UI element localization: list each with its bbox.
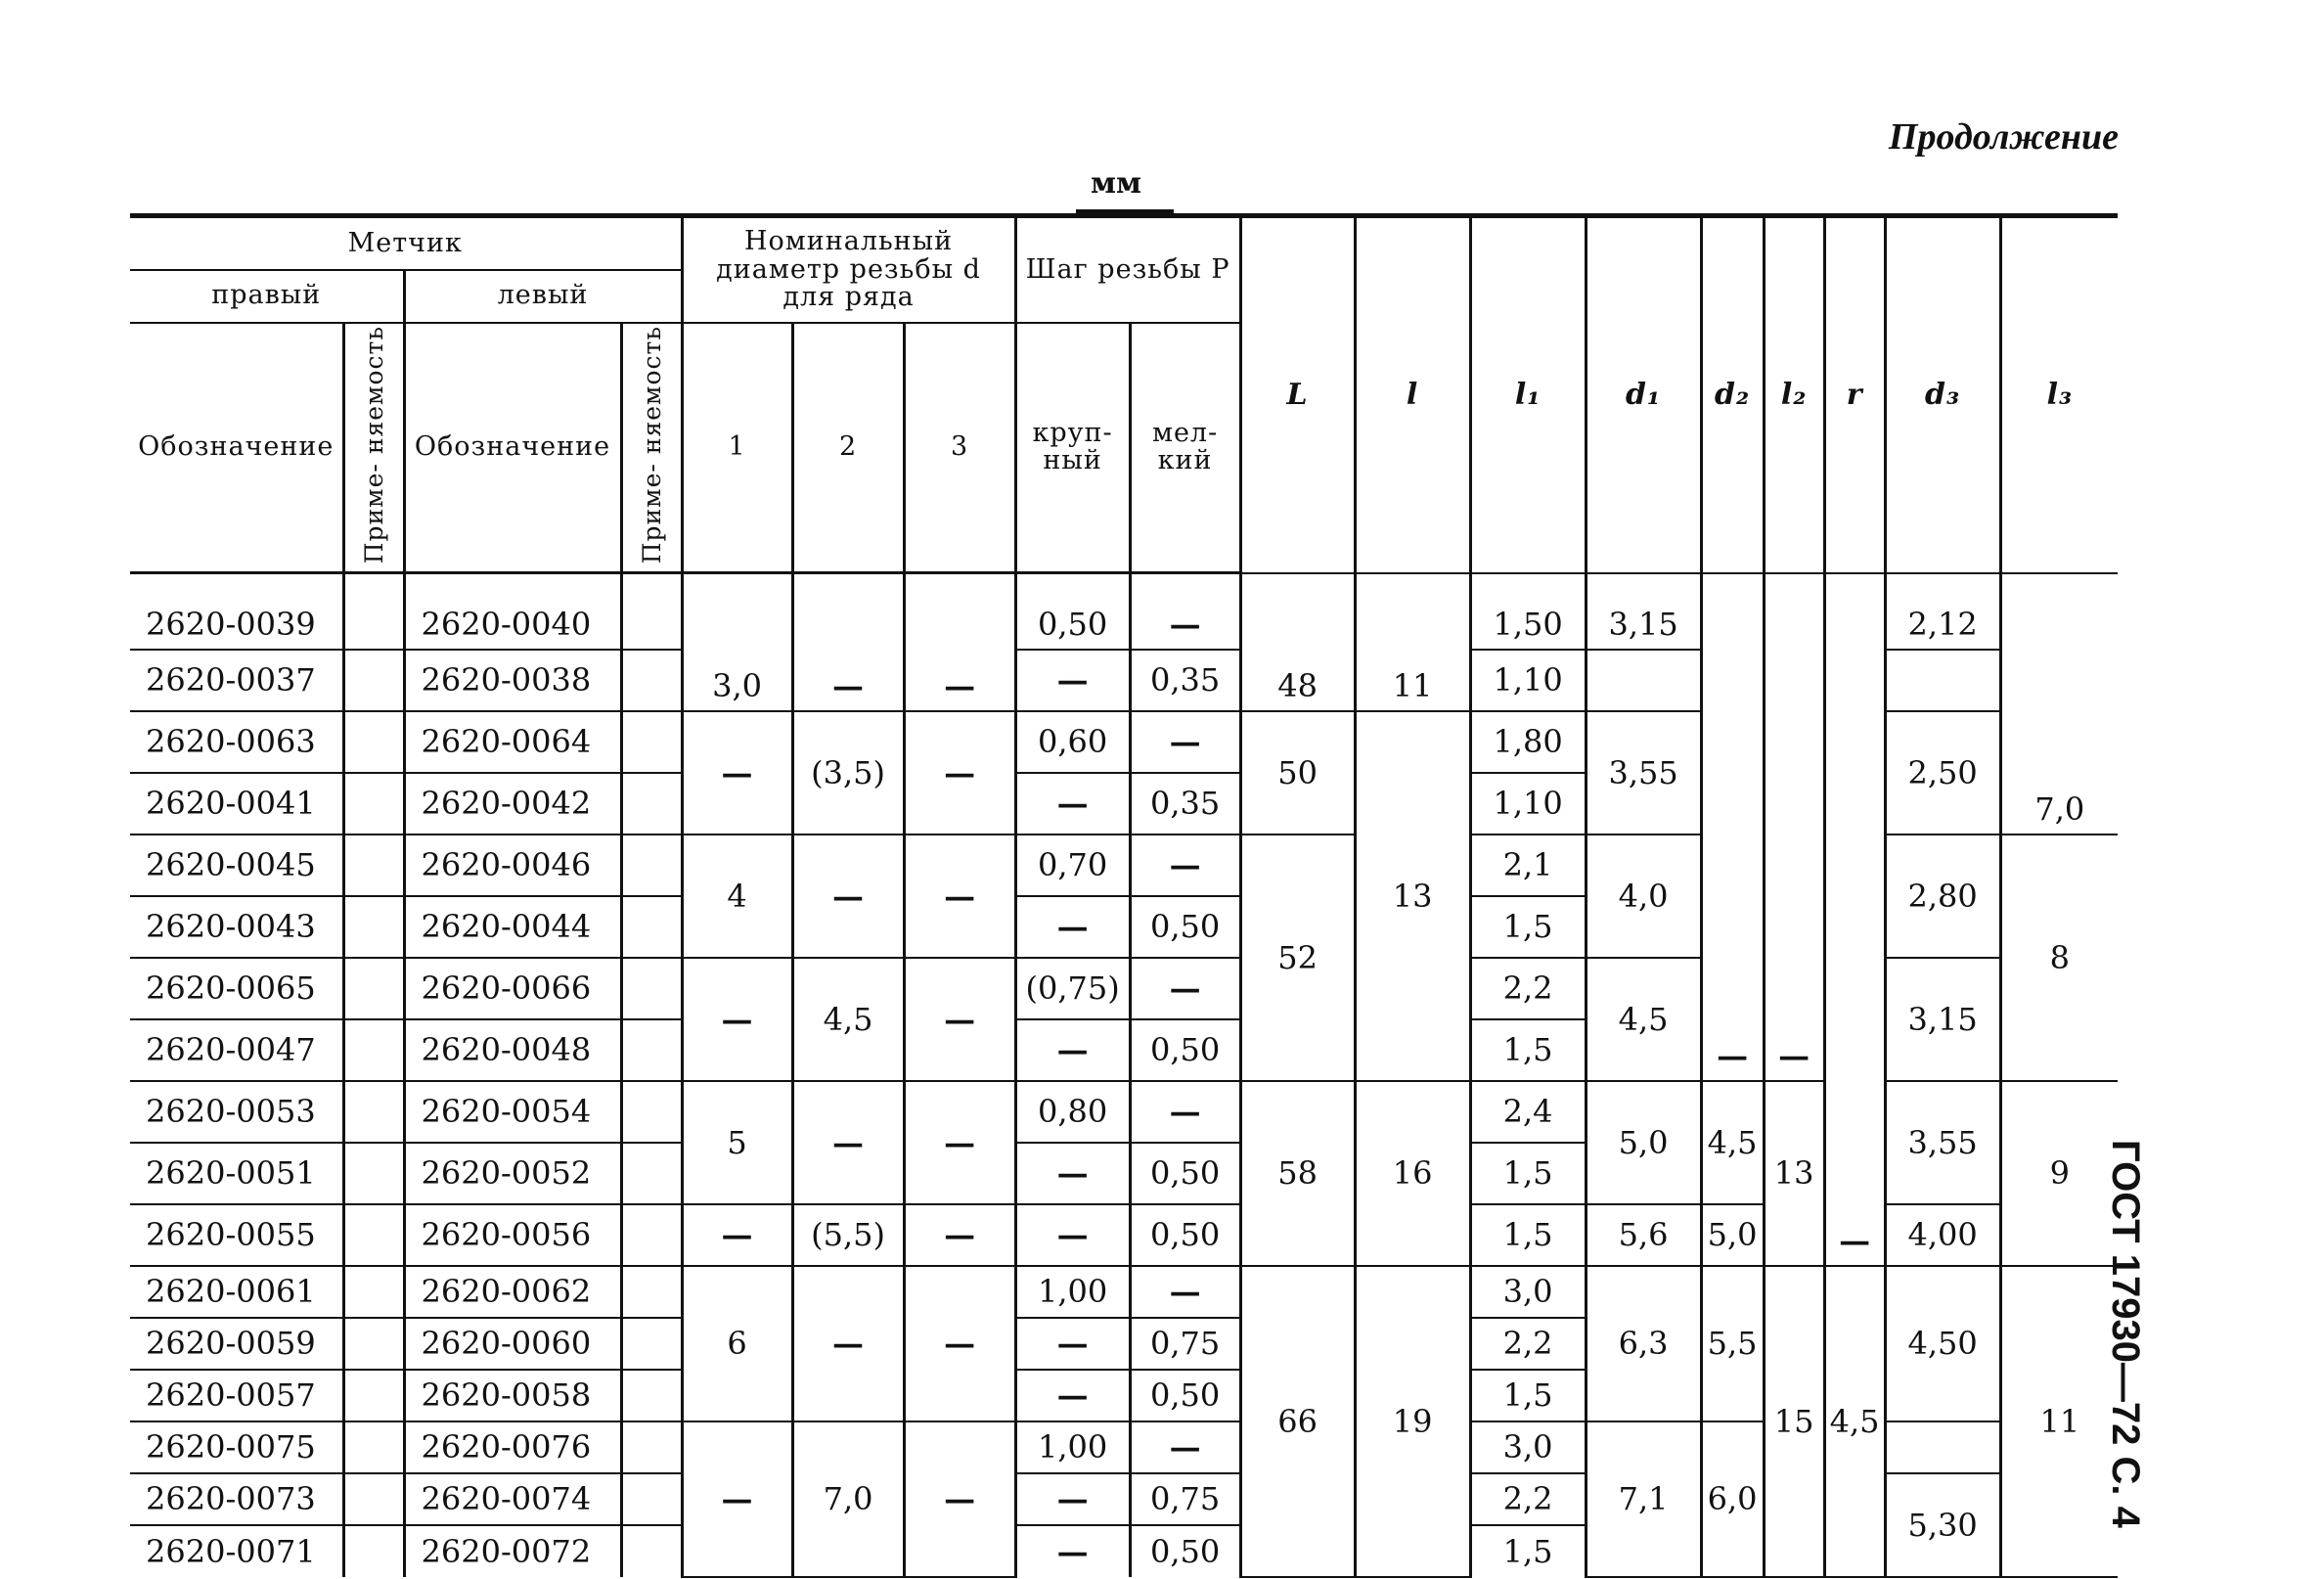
diameter-d1: 5,6 [1586,1204,1701,1266]
diameter-row2: (3,5) [792,711,904,835]
left-designation: 2620-0064 [404,711,621,773]
pitch-coarse: — [1015,1370,1130,1421]
right-designation: 2620-0045 [130,835,343,896]
length-l: 11 [1355,573,1470,711]
left-designation: 2620-0040 [404,573,621,650]
pitch-coarse: — [1015,1473,1130,1525]
diameter-d1: 4,0 [1586,835,1701,958]
diameter-d3: 3,15 [1885,958,2000,1081]
right-designation: 2620-0063 [130,711,343,773]
pitch-coarse: (0,75) [1015,958,1130,1019]
table-row [130,573,2118,650]
header-l3: l₃ [2000,216,2118,573]
length-L: 48 [1240,573,1355,711]
left-applicability [621,1143,682,1204]
length-L: 50 [1240,711,1355,835]
left-designation: 2620-0058 [404,1370,621,1421]
diameter-row3: — [904,1421,1015,1577]
length-l: 16 [1355,1081,1470,1266]
diameter-row1: 4 [682,835,792,958]
header-r: r [1824,216,1885,573]
radius-r: — [1824,573,1885,1266]
left-designation: 2620-0074 [404,1473,621,1525]
length-L: 66 [1240,1266,1355,1577]
length-l1: 1,10 [1470,773,1586,835]
radius-r: 4,5 [1824,1266,1885,1577]
table-row [130,1081,2118,1143]
right-designation: 2620-0075 [130,1421,343,1473]
pitch-coarse: 0,70 [1015,835,1130,896]
diameter-row3: — [904,573,1015,711]
length-l: 13 [1355,711,1470,1081]
diameter-d3 [1885,1421,2000,1473]
length-L: 52 [1240,835,1355,1081]
diameter-row3: — [904,1204,1015,1266]
unit-label: мм [1091,166,1142,201]
pitch-fine: — [1130,835,1240,896]
length-l2: — [1764,573,1824,1081]
right-applicability [343,573,404,650]
pitch-coarse: 0,50 [1015,573,1130,650]
left-applicability [621,958,682,1019]
left-designation: 2620-0044 [404,896,621,958]
standard-label: ГОСТ 17930—72 С. 4 [2104,1140,2147,1528]
header-left-designation: Обозначение [404,323,621,573]
left-designation: 2620-0038 [404,650,621,711]
pitch-fine: 0,50 [1130,1204,1240,1266]
diameter-row1: — [682,1421,792,1577]
pitch-fine: — [1130,711,1240,773]
pitch-coarse: — [1015,1143,1130,1204]
pitch-coarse: — [1015,1019,1130,1081]
right-designation: 2620-0071 [130,1525,343,1577]
right-applicability [343,650,404,711]
right-designation: 2620-0047 [130,1019,343,1081]
right-designation: 2620-0039 [130,573,343,650]
right-applicability [343,1081,404,1143]
right-applicability [343,1318,404,1370]
diameter-d2: 5,5 [1701,1266,1764,1421]
left-designation: 2620-0052 [404,1143,621,1204]
pitch-coarse: — [1015,650,1130,711]
left-applicability [621,835,682,896]
pitch-fine: 0,35 [1130,773,1240,835]
diameter-row3: — [904,1266,1015,1421]
pitch-fine: 0,50 [1130,896,1240,958]
left-designation: 2620-0062 [404,1266,621,1318]
pitch-coarse: — [1015,896,1130,958]
right-designation: 2620-0041 [130,773,343,835]
length-l1: 2,2 [1470,1318,1586,1370]
diameter-d3: 2,80 [1885,835,2000,958]
diameter-d2: 4,5 [1701,1081,1764,1204]
left-applicability [621,711,682,773]
right-designation: 2620-0055 [130,1204,343,1266]
right-applicability [343,1204,404,1266]
left-designation: 2620-0056 [404,1204,621,1266]
diameter-row2: — [792,1081,904,1204]
header-tap: Метчик [130,216,682,270]
diameter-row3: — [904,835,1015,958]
length-l1: 1,5 [1470,1019,1586,1081]
continuation-label: Продолжение [1888,116,2119,158]
diameter-d2: 6,0 [1701,1421,1764,1577]
left-applicability [621,896,682,958]
left-applicability [621,1266,682,1318]
right-designation: 2620-0051 [130,1143,343,1204]
length-l3: 9 [2000,1081,2118,1266]
diameter-row1: 3,0 [682,573,792,711]
pitch-coarse: — [1015,1525,1130,1577]
right-applicability [343,1421,404,1473]
header-l1: l₁ [1470,216,1586,573]
header-right: правый [130,270,404,323]
header-left: левый [404,270,682,323]
diameter-d1: 5,0 [1586,1081,1701,1204]
length-l1: 1,50 [1470,573,1586,650]
length-l1: 1,10 [1470,650,1586,711]
diameter-row2: 7,0 [792,1421,904,1577]
diameter-d1: 7,1 [1586,1421,1701,1577]
diameter-d3: 4,00 [1885,1204,2000,1266]
diameter-d3: 2,50 [1885,711,2000,835]
right-applicability [343,1525,404,1577]
length-l2: 15 [1764,1266,1824,1577]
pitch-fine: — [1130,958,1240,1019]
pitch-fine: — [1130,1421,1240,1473]
left-applicability [621,1370,682,1421]
pitch-fine: 0,50 [1130,1525,1240,1577]
right-applicability [343,896,404,958]
pitch-coarse: 1,00 [1015,1266,1130,1318]
pitch-fine: 0,50 [1130,1019,1240,1081]
left-applicability [621,1204,682,1266]
length-l1: 3,0 [1470,1421,1586,1473]
length-l1: 2,2 [1470,1473,1586,1525]
diameter-row1: — [682,1204,792,1266]
pitch-fine: 0,35 [1130,650,1240,711]
header-row-3: 3 [904,323,1015,573]
right-designation: 2620-0043 [130,896,343,958]
pitch-coarse: 0,60 [1015,711,1130,773]
header-coarse: круп- ный [1015,323,1130,573]
length-l3: 11 [2000,1266,2118,1577]
diameter-d3: 4,50 [1885,1266,2000,1421]
diameter-d3 [1885,650,2000,711]
diameter-row3: — [904,711,1015,835]
header-d3: d₃ [1885,216,2000,573]
tap-table [130,213,2118,1578]
table-row [130,1266,2118,1318]
length-l3: 7,0 [2000,573,2118,835]
diameter-row1: 5 [682,1081,792,1204]
right-designation: 2620-0065 [130,958,343,1019]
left-applicability [621,573,682,650]
pitch-fine: — [1130,573,1240,650]
diameter-d3: 2,12 [1885,573,2000,650]
length-l1: 1,5 [1470,1143,1586,1204]
header-nominal-diameter: Номинальный диаметр резьбы d для ряда [682,216,1015,323]
diameter-row3: — [904,1081,1015,1204]
diameter-d2: 5,0 [1701,1204,1764,1266]
diameter-d2: — [1701,573,1764,1081]
diameter-d1: 4,5 [1586,958,1701,1081]
right-applicability [343,1473,404,1525]
left-designation: 2620-0072 [404,1525,621,1577]
diameter-row2: 4,5 [792,958,904,1081]
right-applicability [343,1143,404,1204]
left-applicability [621,650,682,711]
right-applicability [343,773,404,835]
header-l2: l₂ [1764,216,1824,573]
diameter-d3: 5,30 [1885,1473,2000,1577]
length-l1: 1,80 [1470,711,1586,773]
left-applicability [621,1421,682,1473]
right-designation: 2620-0037 [130,650,343,711]
length-l: 19 [1355,1266,1470,1577]
diameter-row1: 6 [682,1266,792,1421]
right-applicability [343,1019,404,1081]
left-designation: 2620-0060 [404,1318,621,1370]
right-designation: 2620-0073 [130,1473,343,1525]
left-designation: 2620-0076 [404,1421,621,1473]
diameter-row2: — [792,1266,904,1421]
diameter-d1: 3,15 [1586,573,1701,650]
header-left-applicability: Приме- няемость [621,323,682,573]
length-l1: 1,5 [1470,1370,1586,1421]
length-l1: 2,4 [1470,1081,1586,1143]
length-l1: 2,2 [1470,958,1586,1019]
pitch-fine: 0,75 [1130,1318,1240,1370]
pitch-fine: 0,75 [1130,1473,1240,1525]
length-l3: 8 [2000,835,2118,1081]
diameter-row1: — [682,711,792,835]
right-applicability [343,711,404,773]
header-L: L [1240,216,1355,573]
left-applicability [621,1019,682,1081]
header-right-applicability: Приме- няемость [343,323,404,573]
header-right-designation: Обозначение [130,323,343,573]
pitch-fine: 0,50 [1130,1143,1240,1204]
right-applicability [343,835,404,896]
pitch-fine: — [1130,1081,1240,1143]
diameter-row2: (5,5) [792,1204,904,1266]
left-applicability [621,1318,682,1370]
diameter-row2: — [792,835,904,958]
left-designation: 2620-0048 [404,1019,621,1081]
length-l1: 1,5 [1470,896,1586,958]
pitch-coarse: — [1015,773,1130,835]
header-d1: d₁ [1586,216,1701,573]
diameter-d3: 3,55 [1885,1081,2000,1204]
pitch-coarse: 0,80 [1015,1081,1130,1143]
diameter-d1: 6,3 [1586,1266,1701,1421]
length-L: 58 [1240,1081,1355,1266]
left-applicability [621,1081,682,1143]
left-designation: 2620-0042 [404,773,621,835]
right-applicability [343,1370,404,1421]
header-pitch: Шаг резьбы P [1015,216,1240,323]
diameter-d1 [1586,650,1701,711]
right-designation: 2620-0059 [130,1318,343,1370]
pitch-fine: — [1130,1266,1240,1318]
length-l1: 1,5 [1470,1204,1586,1266]
length-l1: 1,5 [1470,1525,1586,1577]
left-designation: 2620-0054 [404,1081,621,1143]
right-designation: 2620-0053 [130,1081,343,1143]
left-applicability [621,1473,682,1525]
left-designation: 2620-0046 [404,835,621,896]
pitch-coarse: — [1015,1204,1130,1266]
right-applicability [343,958,404,1019]
diameter-row1: — [682,958,792,1081]
left-applicability [621,773,682,835]
pitch-coarse: 1,00 [1015,1421,1130,1473]
right-designation: 2620-0057 [130,1370,343,1421]
diameter-row3: — [904,958,1015,1081]
length-l2: 13 [1764,1081,1824,1266]
left-applicability [621,1525,682,1577]
pitch-fine: 0,50 [1130,1370,1240,1421]
header-d2: d₂ [1701,216,1764,573]
header-l: l [1355,216,1470,573]
header-fine: мел- кий [1130,323,1240,573]
diameter-row2: — [792,573,904,711]
diameter-d1: 3,55 [1586,711,1701,835]
right-designation: 2620-0061 [130,1266,343,1318]
length-l1: 2,1 [1470,835,1586,896]
right-applicability [343,1266,404,1318]
header-row-1: 1 [682,323,792,573]
pitch-coarse: — [1015,1318,1130,1370]
left-designation: 2620-0066 [404,958,621,1019]
header-row-2: 2 [792,323,904,573]
length-l1: 3,0 [1470,1266,1586,1318]
